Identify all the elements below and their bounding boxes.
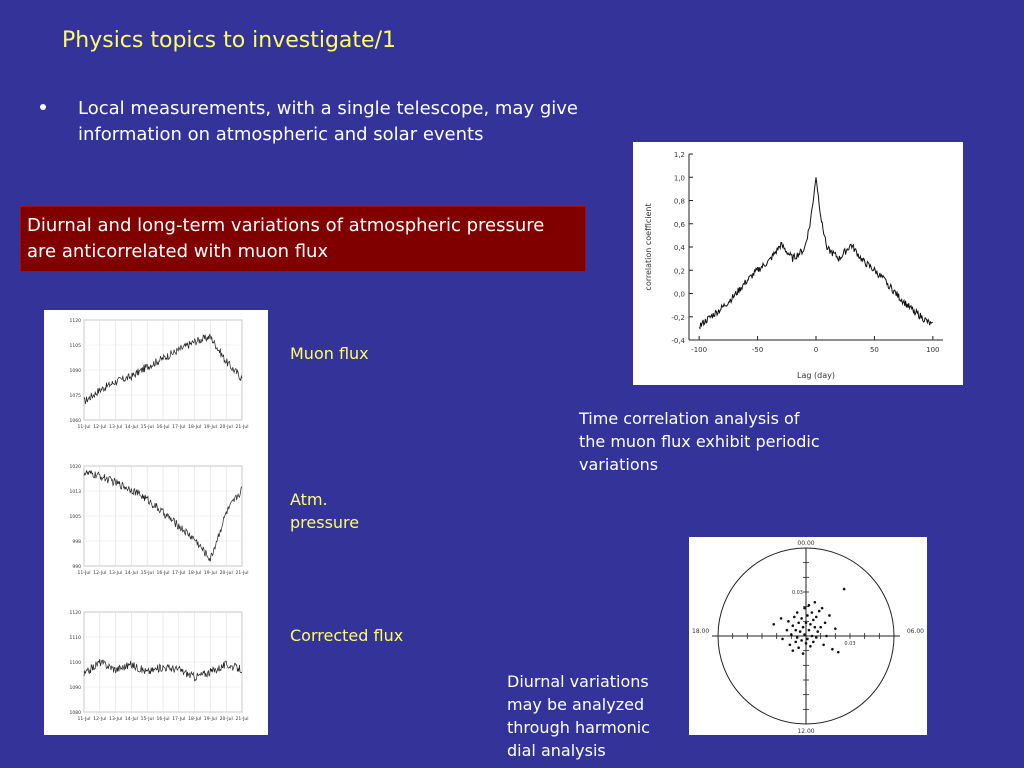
ts-y-tick-label: 1060 bbox=[69, 419, 81, 424]
dial-point bbox=[806, 638, 809, 641]
ts-tick-label: 12-Jul bbox=[93, 571, 107, 576]
ts-y-tick-label: 1120 bbox=[69, 611, 81, 616]
dial-point bbox=[797, 622, 800, 625]
dial-point bbox=[831, 648, 834, 651]
ts-y-tick-label: 1090 bbox=[69, 369, 81, 374]
ts-y-tick-label: 1013 bbox=[69, 490, 81, 495]
dial-label-bottom: 12.00 bbox=[797, 728, 815, 735]
label-atm-pressure-line2: pressure bbox=[290, 513, 360, 532]
dial-point bbox=[805, 622, 808, 625]
corr-y-tick-label: 0,6 bbox=[673, 220, 685, 229]
dial-point bbox=[815, 636, 818, 639]
ts-tick-label: 12-Jul bbox=[93, 717, 107, 722]
dial-point bbox=[821, 607, 824, 610]
ts-y-tick-label: 1005 bbox=[69, 515, 81, 520]
ts-tick-label: 20-Jul bbox=[219, 717, 233, 722]
corr-y-tick-label: 0,0 bbox=[673, 290, 685, 299]
dial-point bbox=[772, 623, 775, 626]
ts-tick-label: 19-Jul bbox=[203, 425, 217, 430]
corr-x-tick-label: 100 bbox=[926, 346, 940, 354]
ts-tick-label: 14-Jul bbox=[124, 571, 138, 576]
dial-scale-label-x: 0.03 bbox=[844, 641, 856, 647]
corr-y-tick-label: -0,4 bbox=[671, 337, 685, 345]
dial-point bbox=[808, 629, 811, 632]
ts-tick-label: 20-Jul bbox=[219, 425, 233, 430]
dial-point bbox=[793, 616, 796, 619]
ts-y-tick-label: 998 bbox=[72, 540, 81, 545]
ts-tick-label: 21-Jul bbox=[235, 425, 249, 430]
label-corrected-flux: Corrected flux bbox=[290, 626, 404, 645]
dial-point bbox=[809, 645, 812, 648]
dial-point bbox=[800, 639, 803, 642]
ts-y-tick-label: 1020 bbox=[69, 465, 81, 470]
dial-point bbox=[818, 610, 821, 613]
corr-y-tick-label: 0,4 bbox=[673, 244, 685, 252]
ts-tick-label: 15-Jul bbox=[140, 571, 154, 576]
ts-y-tick-label: 1105 bbox=[69, 344, 81, 349]
dial-scale-label-y: 0.03 bbox=[791, 590, 803, 596]
time-series-plots bbox=[44, 310, 268, 735]
dial-point bbox=[787, 620, 790, 623]
dial-point bbox=[834, 627, 837, 630]
dial-point bbox=[800, 617, 803, 620]
dial-point bbox=[796, 611, 799, 614]
dial-label-left: 18.00 bbox=[692, 628, 710, 635]
dial-point bbox=[802, 652, 805, 655]
ts-tick-label: 11-Jul bbox=[77, 571, 91, 576]
ts-tick-label: 16-Jul bbox=[156, 571, 170, 576]
dial-point bbox=[825, 635, 828, 638]
dial-point bbox=[816, 630, 819, 633]
dial-point bbox=[803, 607, 806, 610]
ts-tick-label: 17-Jul bbox=[172, 425, 186, 430]
ts-tick-label: 16-Jul bbox=[156, 425, 170, 430]
ts-tick-label: 18-Jul bbox=[188, 717, 202, 722]
corr-x-tick-label: -50 bbox=[751, 346, 764, 354]
ts-y-tick-label: 990 bbox=[72, 565, 81, 570]
label-muon-flux: Muon flux bbox=[290, 344, 369, 363]
ts-tick-label: 21-Jul bbox=[235, 717, 249, 722]
bullet-text: Local measurements, with a single telescope, may give information on atmospheric and solar events bbox=[78, 98, 578, 145]
ts-tick-label: 15-Jul bbox=[140, 717, 154, 722]
corr-series-line bbox=[699, 177, 933, 328]
dial-point bbox=[808, 604, 811, 607]
corr-y-tick-label: 1,0 bbox=[673, 174, 685, 183]
ts-tick-label: 11-Jul bbox=[77, 425, 91, 430]
dial-point bbox=[780, 617, 783, 620]
slide-title: Physics topics to investigate/1 bbox=[62, 28, 396, 53]
dial-point bbox=[837, 651, 840, 654]
corr-x-tick-label: 50 bbox=[869, 346, 879, 354]
ts-tick-label: 18-Jul bbox=[188, 425, 202, 430]
harmonic-dial bbox=[689, 537, 927, 735]
ts-tick-label: 11-Jul bbox=[77, 717, 91, 722]
dial-point bbox=[822, 644, 825, 647]
dial-point bbox=[812, 641, 815, 644]
ts-tick-label: 20-Jul bbox=[219, 571, 233, 576]
dial-point bbox=[805, 642, 808, 645]
correlation-chart bbox=[633, 142, 963, 385]
dial-point bbox=[814, 601, 817, 604]
time-series-panel bbox=[44, 310, 268, 735]
ts-y-tick-label: 1110 bbox=[69, 636, 81, 641]
ts-tick-label: 17-Jul bbox=[172, 571, 186, 576]
ts-tick-label: 13-Jul bbox=[109, 717, 123, 722]
dial-point bbox=[790, 633, 793, 636]
corr-y-tick-label: -0,2 bbox=[671, 313, 685, 322]
caption-harmonic: Diurnal variations may be analyzed through harmonic dial analysis bbox=[507, 672, 650, 760]
dial-point bbox=[797, 646, 800, 649]
dial-point bbox=[824, 622, 827, 625]
dial-label-top: 00.00 bbox=[797, 540, 815, 547]
dial-point bbox=[812, 619, 815, 622]
dial-point bbox=[786, 629, 789, 632]
label-atm-pressure-line1: Atm. bbox=[290, 490, 328, 509]
dial-point bbox=[815, 616, 818, 619]
bullet-dot bbox=[40, 104, 46, 110]
ts-tick-label: 15-Jul bbox=[140, 425, 154, 430]
dial-point bbox=[828, 614, 831, 617]
dial-point bbox=[809, 623, 812, 626]
dial-point bbox=[794, 641, 797, 644]
ts-tick-label: 18-Jul bbox=[188, 571, 202, 576]
ts-tick-label: 21-Jul bbox=[235, 571, 249, 576]
dial-point bbox=[781, 638, 784, 641]
ts-tick-label: 14-Jul bbox=[124, 425, 138, 430]
dial-point bbox=[819, 626, 822, 629]
dial-point bbox=[792, 624, 795, 627]
ts-y-tick-label: 1090 bbox=[69, 686, 81, 691]
ts-y-tick-label: 1120 bbox=[69, 319, 81, 324]
corr-y-tick-label: 0,2 bbox=[673, 267, 685, 276]
dial-point bbox=[814, 626, 817, 629]
ts-tick-label: 17-Jul bbox=[172, 717, 186, 722]
corr-y-axis-label: correlation coefficient bbox=[644, 203, 653, 291]
dial-point bbox=[843, 588, 846, 591]
corr-x-tick-label: 0 bbox=[813, 346, 819, 354]
ts-tick-label: 13-Jul bbox=[109, 571, 123, 576]
dial-label-right: 06.00 bbox=[906, 628, 924, 635]
ts-tick-label: 19-Jul bbox=[203, 717, 217, 722]
dial-point bbox=[806, 614, 809, 617]
harmonic-dial-panel bbox=[689, 537, 927, 735]
ts-tick-label: 12-Jul bbox=[93, 425, 107, 430]
corr-y-tick-label: 0,8 bbox=[673, 197, 685, 206]
dial-point bbox=[794, 629, 797, 632]
dial-point bbox=[802, 626, 805, 629]
ts-tick-label: 19-Jul bbox=[203, 571, 217, 576]
ts-y-tick-label: 1080 bbox=[69, 711, 81, 716]
corr-x-tick-label: -100 bbox=[691, 346, 708, 354]
dial-point bbox=[792, 649, 795, 652]
ts-tick-label: 14-Jul bbox=[124, 717, 138, 722]
ts-y-tick-label: 1075 bbox=[69, 394, 81, 399]
dial-point bbox=[803, 633, 806, 636]
dial-point bbox=[811, 635, 814, 638]
ts-tick-label: 13-Jul bbox=[109, 425, 123, 430]
corr-x-axis-label: Lag (day) bbox=[797, 371, 835, 380]
caption-correlation: Time correlation analysis of the muon flux exhibit periodic variations bbox=[579, 409, 820, 474]
dial-point bbox=[796, 636, 799, 639]
correlation-chart-panel bbox=[633, 142, 963, 385]
dial-point bbox=[789, 644, 792, 647]
dial-point bbox=[811, 611, 814, 614]
dial-point bbox=[799, 630, 802, 633]
ts-y-tick-label: 1100 bbox=[69, 661, 81, 666]
highlight-box: Diurnal and long-term variations of atmospheric pressure are anticorrelated with muon flux bbox=[20, 206, 586, 272]
ts-tick-label: 16-Jul bbox=[156, 717, 170, 722]
corr-y-tick-label: 1,2 bbox=[673, 151, 685, 159]
